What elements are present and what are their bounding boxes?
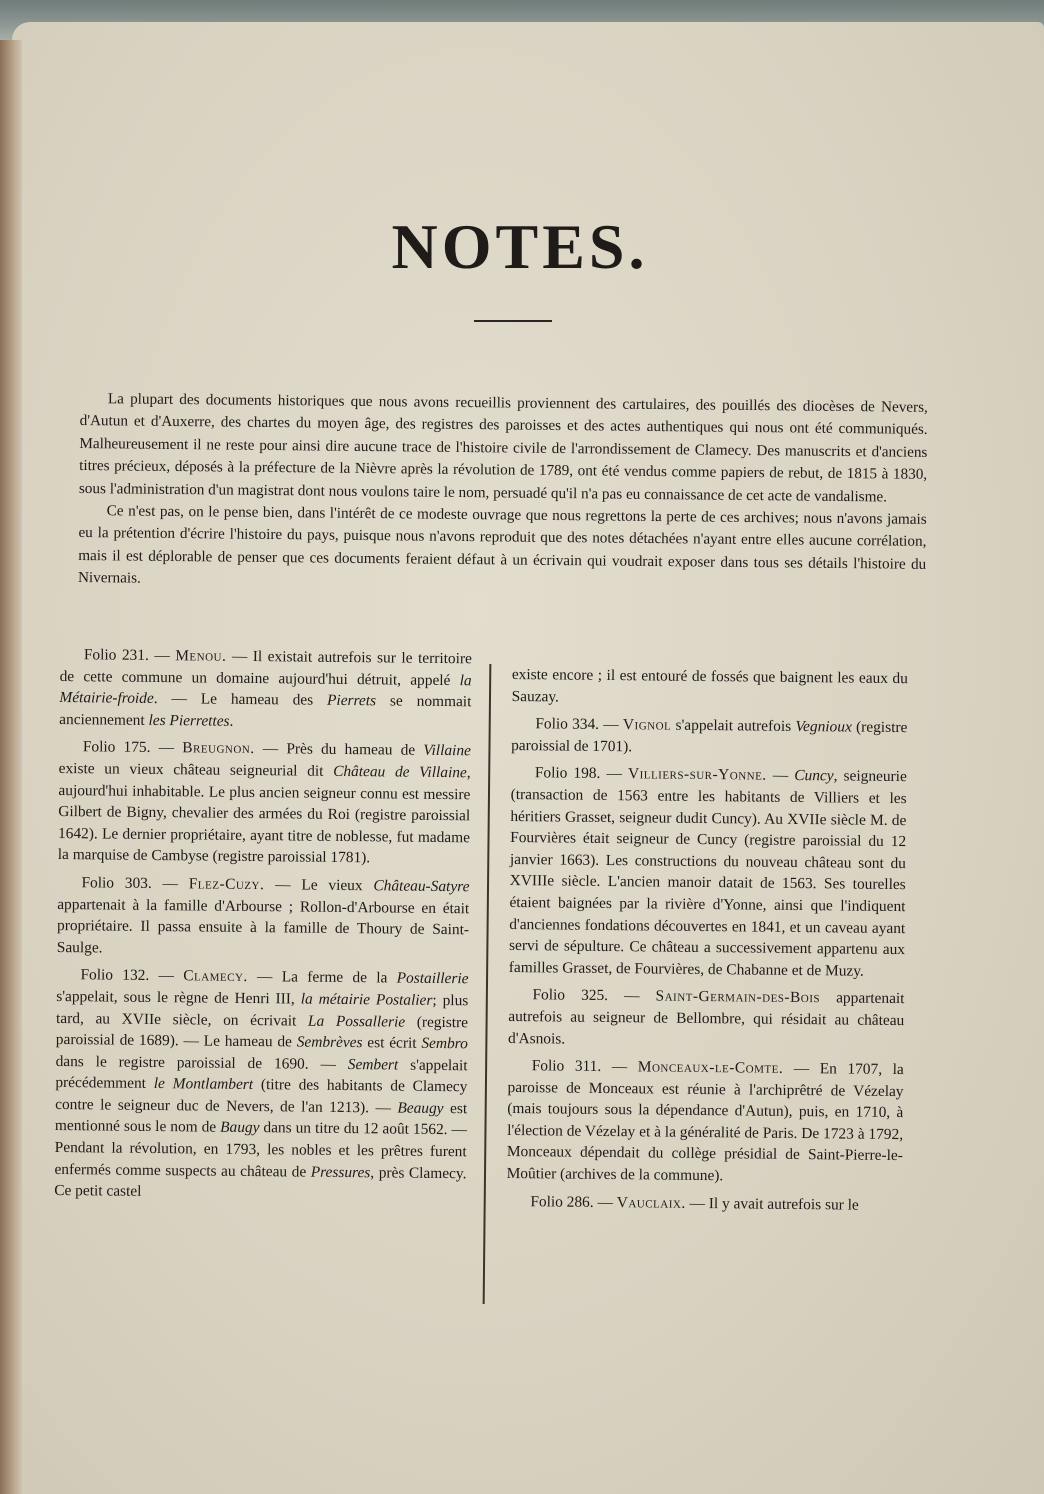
note-menou xyxy=(59,644,472,735)
note-italic: Postaillerie xyxy=(396,969,469,988)
column-divider xyxy=(483,664,492,1304)
note-italic: La Possallerie xyxy=(307,1012,406,1031)
note-place: Villiers-sur-Yonne. xyxy=(627,765,767,785)
note-breugnon xyxy=(58,736,471,870)
title-rule xyxy=(474,320,552,322)
note-continuation: existe encore ; il est entouré de fossés que baignent les eaux du Sauzay. xyxy=(511,665,908,706)
note-italic: Sembro xyxy=(421,1034,468,1053)
note-text: appartenait autrefois au seigneur de Bellombre, qui résidait au château d'Asnois. xyxy=(507,989,905,1048)
note-text: — xyxy=(766,767,795,785)
note-text: existe un vieux château seigneurial dit xyxy=(58,759,334,780)
note-italic: le Montlambert xyxy=(153,1075,254,1094)
note-folio: Folio 231. — xyxy=(83,646,170,665)
note-italic: Vegnioux xyxy=(795,718,852,736)
note-text: dans le registre paroissial de 1690. — xyxy=(55,1052,348,1073)
note-italic: Sembert xyxy=(347,1055,399,1074)
note-text: s'appelait, sous le règne de Henri III, xyxy=(56,987,301,1008)
note-italic: Pressures xyxy=(310,1163,371,1181)
note-italic: la métairie Postalier xyxy=(300,990,433,1009)
note-saint-germain xyxy=(508,984,905,1053)
note-villiers-sur-yonne xyxy=(509,762,907,982)
note-text: , seigneurie (transaction de 1563 entre les habitants de Villiers et les héritiers Grasset, seigneur dudit Cuncy). Au XVIIe siècle M. de Fourvières était seigneur de Cuncy (registre paroissial du 12 janvier 1663). Les constructions du nouveau château sont du XVIIIe siècle. L'ancien manoir datait de 1563. Ses tourelles étaient baignées par la rivière d'Yonne, ainsi que l'indiquent d'anciennes fondations découvertes en 1841, et un caveau ayant servi de sépulture. Ce château a successivement appartenu aux familles Grasset, de Fourvières, de Chabanne et de Muzy. xyxy=(508,767,907,980)
note-text: , aujourd'hui inhabitable. Le plus ancien seigneur connu est messire Gilbert de Bigny, chevalier des armées du Roi (registre paroissial 1642). Le dernier propriétaire, ayant titre de noblesse, fut madame la marquise de Cambyse (registre paroissial 1781). xyxy=(57,764,471,867)
note-folio: Folio 334. — xyxy=(535,715,619,734)
note-italic: Cuncy xyxy=(794,767,834,785)
right-column xyxy=(506,664,908,1222)
note-text: , près Clamecy. Ce petit castel xyxy=(54,1163,467,1201)
note-place: Vignol xyxy=(622,716,672,734)
note-italic: Baugy xyxy=(220,1119,260,1137)
note-folio: Folio 286. — xyxy=(530,1192,613,1211)
note-italic: la Métairie-froide xyxy=(59,671,472,708)
note-text: dans un titre du 12 août 1562. — Pendant la révolution, en 1793, les nobles et les prêtres furent enfermés comme suspects au château de xyxy=(54,1119,468,1181)
note-place: Clamecy. xyxy=(183,967,248,986)
note-text: appartenait à la famille d'Arbourse ; Rollon-d'Arbourse en était propriétaire. Il passa ensuite à la famille de Thoury de Saint-Saulge. xyxy=(56,895,470,957)
intro-paragraph-1: La plupart des documents historiques que nous avons recueillis proviennent des cartulaires, des pouillés des diocèses de Nevers, d'Autun et d'Auxerre, des chartes du moyen âge, des registres des paroisses et des actes authentiques qui nous ont été communiqués. Malheureusement il ne reste pour ainsi dire aucune trace de l'histoire civile de l'arrondissement de Clamecy. Des manuscrits et d'anciens titres précieux, déposés à la préfecture de la Nièvre après la révolution de 1789, ont été vendus comme papiers de rebut, de 1815 à 1830, sous l'administration d'un magistrat dont nous voulons taire le nom, persuadé qu'il n'a pas eu connaissance de cet acte de vandalisme. xyxy=(78,390,928,506)
note-flez-cuzy xyxy=(57,872,470,963)
note-italic: Château de Villaine xyxy=(333,762,467,782)
note-italic: Sembrèves xyxy=(296,1033,363,1052)
note-monceaux-le-comte xyxy=(507,1055,904,1189)
note-text: — Près du hameau de xyxy=(254,740,424,760)
page-title: NOTES. xyxy=(391,211,649,282)
note-text: — En 1707, la paroisse de Monceaux est réunie à l'archiprêtré de Vézelay (mais toujours sous la dépendance d'Autun), puis, en 1710, à l'élection de Vézelay et à la généralité de Paris. De 1723 à 1792, Monceaux dépendait du collège présidial de Saint-Pierre-le-Moûtier (archives de la commune). xyxy=(506,1059,904,1185)
note-place: Saint-Germain-des-Bois xyxy=(655,987,821,1007)
note-text: . xyxy=(229,712,234,730)
note-text: est écrit xyxy=(362,1034,422,1052)
note-vauclaix xyxy=(506,1191,902,1217)
note-italic: Château-Satyre xyxy=(373,877,470,896)
note-text: (titre des habitants de Clamecy contre le seigneur duc de Nevers, de l'an 1213). — xyxy=(55,1076,468,1117)
note-text: s'appelait autrefois xyxy=(671,716,796,736)
note-italic: Pierrets xyxy=(326,691,377,710)
note-place: Flez-Cuzy. xyxy=(188,875,265,894)
intro-text xyxy=(78,388,928,599)
note-text: ; plus tard, au XVIIe siècle, on écrivait xyxy=(55,991,469,1030)
note-folio: Folio 311. — xyxy=(531,1057,628,1076)
note-vignol xyxy=(511,713,907,760)
note-text: se nommait anciennement xyxy=(59,692,472,729)
note-place: Vauclaix. xyxy=(616,1193,686,1212)
note-text: (registre paroissial de 1701). xyxy=(511,718,908,756)
note-text: est mentionné sous le nom de xyxy=(54,1099,468,1137)
note-text: — Il existait autrefois sur le territoire de cette commune un domaine aujourd'hui détruit, appelé xyxy=(59,647,472,689)
note-text: — La ferme de la xyxy=(247,968,397,987)
note-folio: Folio 303. — xyxy=(81,874,179,893)
note-italic: Beaugy xyxy=(397,1099,444,1117)
note-text: (registre paroissial de 1689). — Le hameau de xyxy=(55,1013,469,1051)
note-place: Menou. xyxy=(175,647,227,665)
intro-paragraph-2: Ce n'est pas, on le pense bien, dans l'intérêt de ce modeste ouvrage que nous regrettons la perte de ces archives; nous n'avons jamais eu la prétention d'écrire l'histoire du pays, puisque nous n'avons reproduit que des notes détachées n'ayant entre elles aucune corrélation, mais il est déplorable de penser que ces documents feraient défaut à un écrivain qui voudrait exposer dans tous ses détails l'histoire du Nivernais. xyxy=(77,502,927,587)
note-folio: Folio 175. — xyxy=(82,738,175,757)
note-text: — Le vieux xyxy=(264,876,374,895)
note-place: Breugnon. xyxy=(182,739,255,758)
note-text: — Il y avait autrefois sur le xyxy=(685,1194,859,1214)
note-folio: Folio 132. — xyxy=(80,966,175,985)
note-place: Monceaux-le-Comte. xyxy=(637,1058,784,1077)
note-italic: Villaine xyxy=(423,742,471,760)
note-folio: Folio 198. — xyxy=(534,764,622,783)
note-italic: les Pierrettes xyxy=(148,711,230,730)
note-folio: Folio 325. — xyxy=(532,986,640,1005)
note-text: . — Le hameau des xyxy=(153,690,328,709)
note-clamecy xyxy=(54,964,468,1206)
left-column xyxy=(54,644,472,1212)
note-text: s'appelait précédemment xyxy=(55,1056,468,1093)
